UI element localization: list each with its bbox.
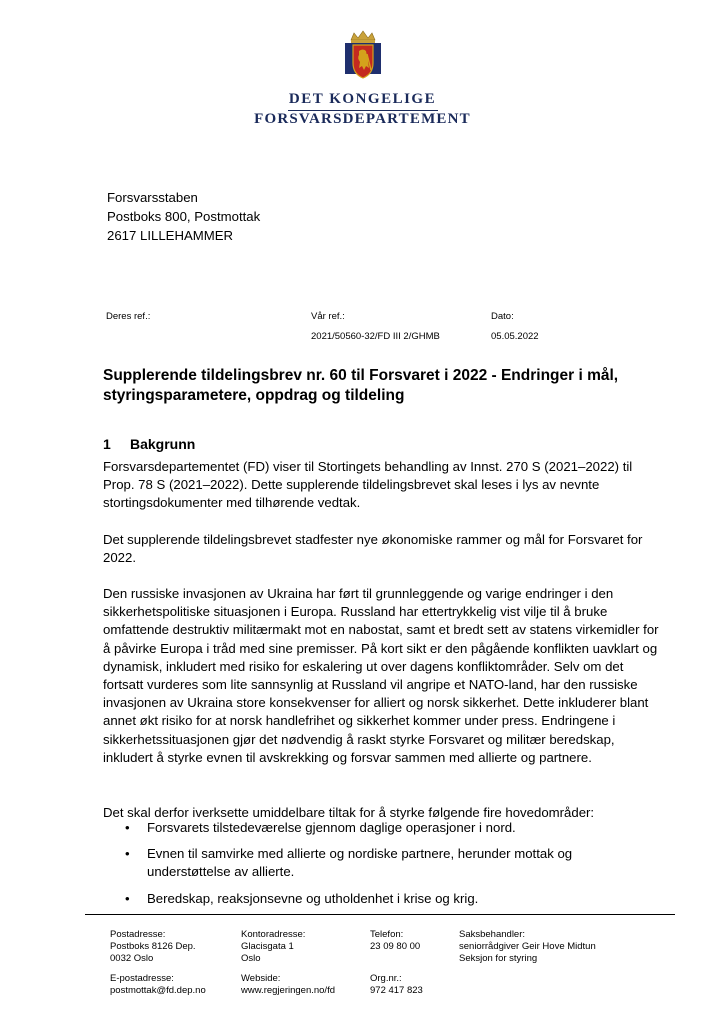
bullet-icon: • xyxy=(125,820,130,835)
section-title: Bakgrunn xyxy=(130,436,196,452)
list-item: • Evnen til samvirke med allierte og nordiske partnere, herunder mottak og understøttelse av allierte. xyxy=(125,846,573,880)
paragraph: Det supplerende tildelingsbrevet stadfester nye økonomiske rammer og mål for Forsvaret for 2022. xyxy=(103,532,643,566)
var-ref-value: 2021/50560-32/FD III 2/GHMB xyxy=(311,331,440,342)
footer-kontoradresse: Kontoradresse: Glacisgata 1 Oslo xyxy=(241,929,306,964)
footer-postadresse: Postadresse: Postboks 8126 Dep. 0032 Oslo xyxy=(110,929,196,964)
recipient-name: Forsvarsstaben xyxy=(107,190,198,205)
section-number: 1 xyxy=(103,436,111,452)
recipient-address xyxy=(107,188,260,245)
deres-ref-label: Deres ref.: xyxy=(106,311,151,322)
date-value: 05.05.2022 xyxy=(491,331,539,342)
org-name-line1: DET KONGELIGE xyxy=(288,91,437,107)
recipient-street: Postboks 800, Postmottak xyxy=(107,209,261,224)
list-item: • Beredskap, reaksjonsevne og utholdenhet i krise og krig. xyxy=(103,890,648,908)
org-name-line2: FORSVARSDEPARTEMENT xyxy=(254,111,471,127)
footer-orgnr: Org.nr.: 972 417 823 xyxy=(370,973,423,996)
bullet-icon: • xyxy=(125,846,130,862)
bullet-list xyxy=(103,819,648,916)
letterhead xyxy=(0,30,725,128)
paragraph: Det skal derfor iverksette umiddelbare tiltak for å styrke følgende fire hovedområder: xyxy=(103,805,595,820)
footer-divider xyxy=(85,914,675,915)
var-ref-label: Vår ref.: xyxy=(311,311,345,322)
paragraph: Den russiske invasjonen av Ukraina har ført til grunnleggende og varige endringer i den sikkerhetspolitiske situasjonen i Europa. Russland har ettertrykkelig vist vilje til å bruke omfattende destruktiv militærmakt mot en nabostat, samt et bredt sett av statens virkemidler for å påvirke Europa i tråd med sine premisser. På kort sikt er den pågående konflikten uavklart og dynamisk, inkludert med risiko for eskalering ut over dagens konfliktområder. Selv om det fortsatt vurderes som lite sannsynlig at Russland vil angripe et NATO-land, har den russiske invasjonen av Ukraina store konsekvenser for alliert og norsk sikkerhet. Dette inkluderer blant annet økt risiko for at norsk handlefrihet og sikkerhet kommer under press. Endringene i sikkerhetssituasjonen gjør det nødvendig å raskt styrke Forsvaret og militær beredskap, inkludert å styrke evnen til avskrekking og forsvar sammen med allierte og partnere. xyxy=(103,586,659,765)
date-label: Dato: xyxy=(491,311,514,322)
list-item: • Forsvarets tilstedeværelse gjennom daglige operasjoner i nord. xyxy=(103,819,648,837)
letter-title: Supplerende tildelingsbrev nr. 60 til Forsvaret i 2022 - Endringer i mål, styringsparametere, oppdrag og tildeling xyxy=(103,367,619,404)
coat-of-arms-icon xyxy=(342,30,384,87)
bullet-icon: • xyxy=(125,890,130,906)
paragraph: Forsvarsdepartementet (FD) viser til Stortingets behandling av Innst. 270 S (2021–2022) til Prop. 78 S (2021–2022). Dette supplerende tildelingsbrevet skal leses i lys av nevnte stortingsdokumenter med tilhørende vedtak. xyxy=(103,459,633,511)
section-heading xyxy=(103,436,195,452)
footer-epost: E-postadresse: postmottak@fd.dep.no xyxy=(110,973,206,996)
footer-saksbehandler: Saksbehandler: seniorrådgiver Geir Hove Midtun Seksjon for styring xyxy=(459,929,596,964)
recipient-city: 2617 LILLEHAMMER xyxy=(107,228,234,243)
footer-webside: Webside: www.regjeringen.no/fd xyxy=(241,973,335,996)
footer-telefon: Telefon: 23 09 80 00 xyxy=(370,929,421,952)
